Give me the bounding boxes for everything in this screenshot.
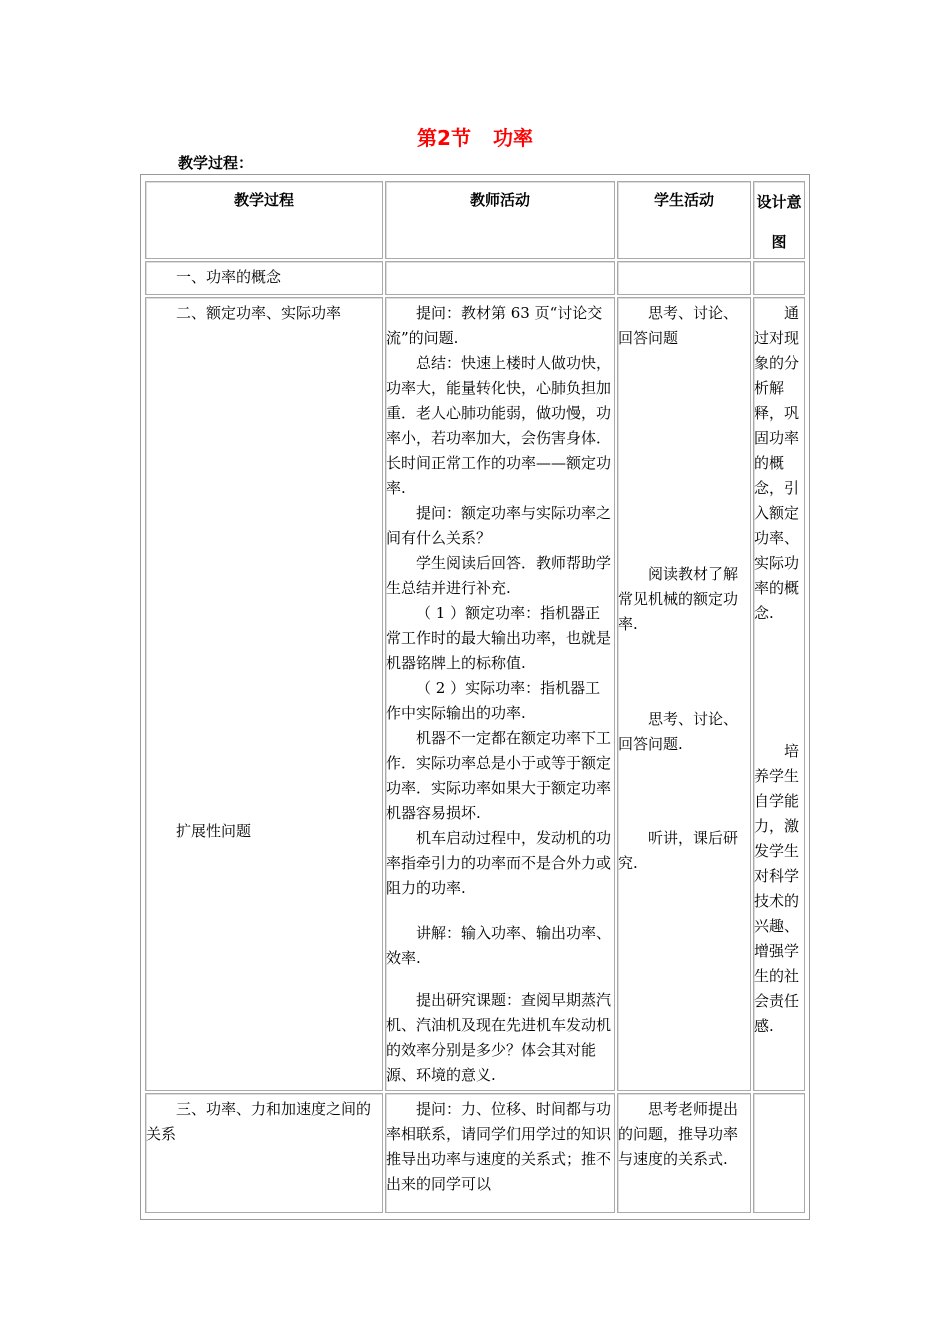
page-title — [0, 122, 950, 151]
row2-student-cell — [617, 297, 751, 1091]
teacher-para-6: （ 2 ）实际功率：指机器工作中实际输出的功率. — [386, 679, 601, 722]
subheading: 教学过程： — [178, 154, 254, 172]
row2-process-extra: 扩展性问题 — [176, 822, 252, 840]
row1-process-cell — [145, 261, 383, 295]
row2-intent-cell — [753, 297, 805, 1091]
teacher-para-3: 提问：额定功率与实际功率之间有什么关系？ — [386, 504, 612, 547]
header-intent: 设计意图 — [753, 181, 805, 259]
intent-para-1: 通过对现象的分析解释，巩固功率的概念，引入额定功率、实际功率的概念. — [754, 304, 800, 622]
row3-process: 三、功率、力和加速度之间的关系 — [146, 1100, 372, 1143]
row3-teacher-cell — [385, 1093, 615, 1213]
teacher-para-1: 提问：教材第 63 页“讨论交流”的问题. — [386, 304, 603, 347]
teacher-para-8: 机车启动过程中，发动机的功率指牵引力的功率而不是合外力或阻力的功率. — [386, 829, 612, 897]
row3-process-cell — [145, 1093, 383, 1213]
row1-process: 一、功率的概念 — [176, 268, 282, 286]
student-para-3: 思考、讨论、回答问题. — [618, 710, 739, 753]
teacher-para-10: 提出研究课题：查阅早期蒸汽机、汽油机及现在先进机车发动机的效率分别是多少？体会其对能源、环境的意义. — [386, 991, 612, 1084]
header-process: 教学过程 — [145, 181, 383, 259]
row2-process: 二、额定功率、实际功率 — [176, 304, 342, 322]
teacher-para-2: 总结：快速上楼时人做功快，功率大，能量转化快，心肺负担加重．老人心肺功能弱，做功慢，功率小，若功率加大，会伤害身体．长时间正常工作的功率——额定功率. — [386, 354, 612, 497]
row1-teacher-cell — [385, 261, 615, 295]
section-number: 第2节 — [417, 126, 471, 150]
student-para-4: 听讲，课后研究. — [618, 829, 739, 872]
intent-para-2: 培养学生自学能力，激发学生对科学技术的兴趣、增强学生的社会责任感. — [754, 742, 800, 1035]
student-para-1: 思考、讨论、回答问题 — [618, 304, 739, 347]
row1-student-cell — [617, 261, 751, 295]
teacher-para-4: 学生阅读后回答．教师帮助学生总结并进行补充. — [386, 554, 612, 597]
section-title: 功率 — [492, 126, 533, 150]
teacher-para-9: 讲解：输入功率、输出功率、效率. — [386, 924, 612, 967]
header-teacher: 教师活动 — [385, 181, 615, 259]
student-para-2: 阅读教材了解常见机械的额定功率. — [618, 565, 739, 633]
teacher-para-7: 机器不一定都在额定功率下工作．实际功率总是小于或等于额定功率．实际功率如果大于额定功率机器容易损坏. — [386, 729, 612, 822]
row2-process-cell — [145, 297, 383, 1091]
row3-student-cell — [617, 1093, 751, 1213]
row3-teacher: 提问：力、位移、时间都与功率相联系，请同学们用学过的知识推导出功率与速度的关系式；推不出来的同学可以 — [386, 1100, 612, 1193]
header-student: 学生活动 — [617, 181, 751, 259]
row2-teacher-cell — [385, 297, 615, 1091]
row3-student: 思考老师提出的问题，推导功率与速度的关系式. — [618, 1100, 739, 1168]
row3-intent-cell — [753, 1093, 805, 1213]
teacher-para-5: （ 1 ）额定功率：指机器正常工作时的最大输出功率，也就是机器铭牌上的标称值. — [386, 604, 612, 672]
row1-intent-cell — [753, 261, 805, 295]
lesson-table — [140, 174, 810, 1220]
